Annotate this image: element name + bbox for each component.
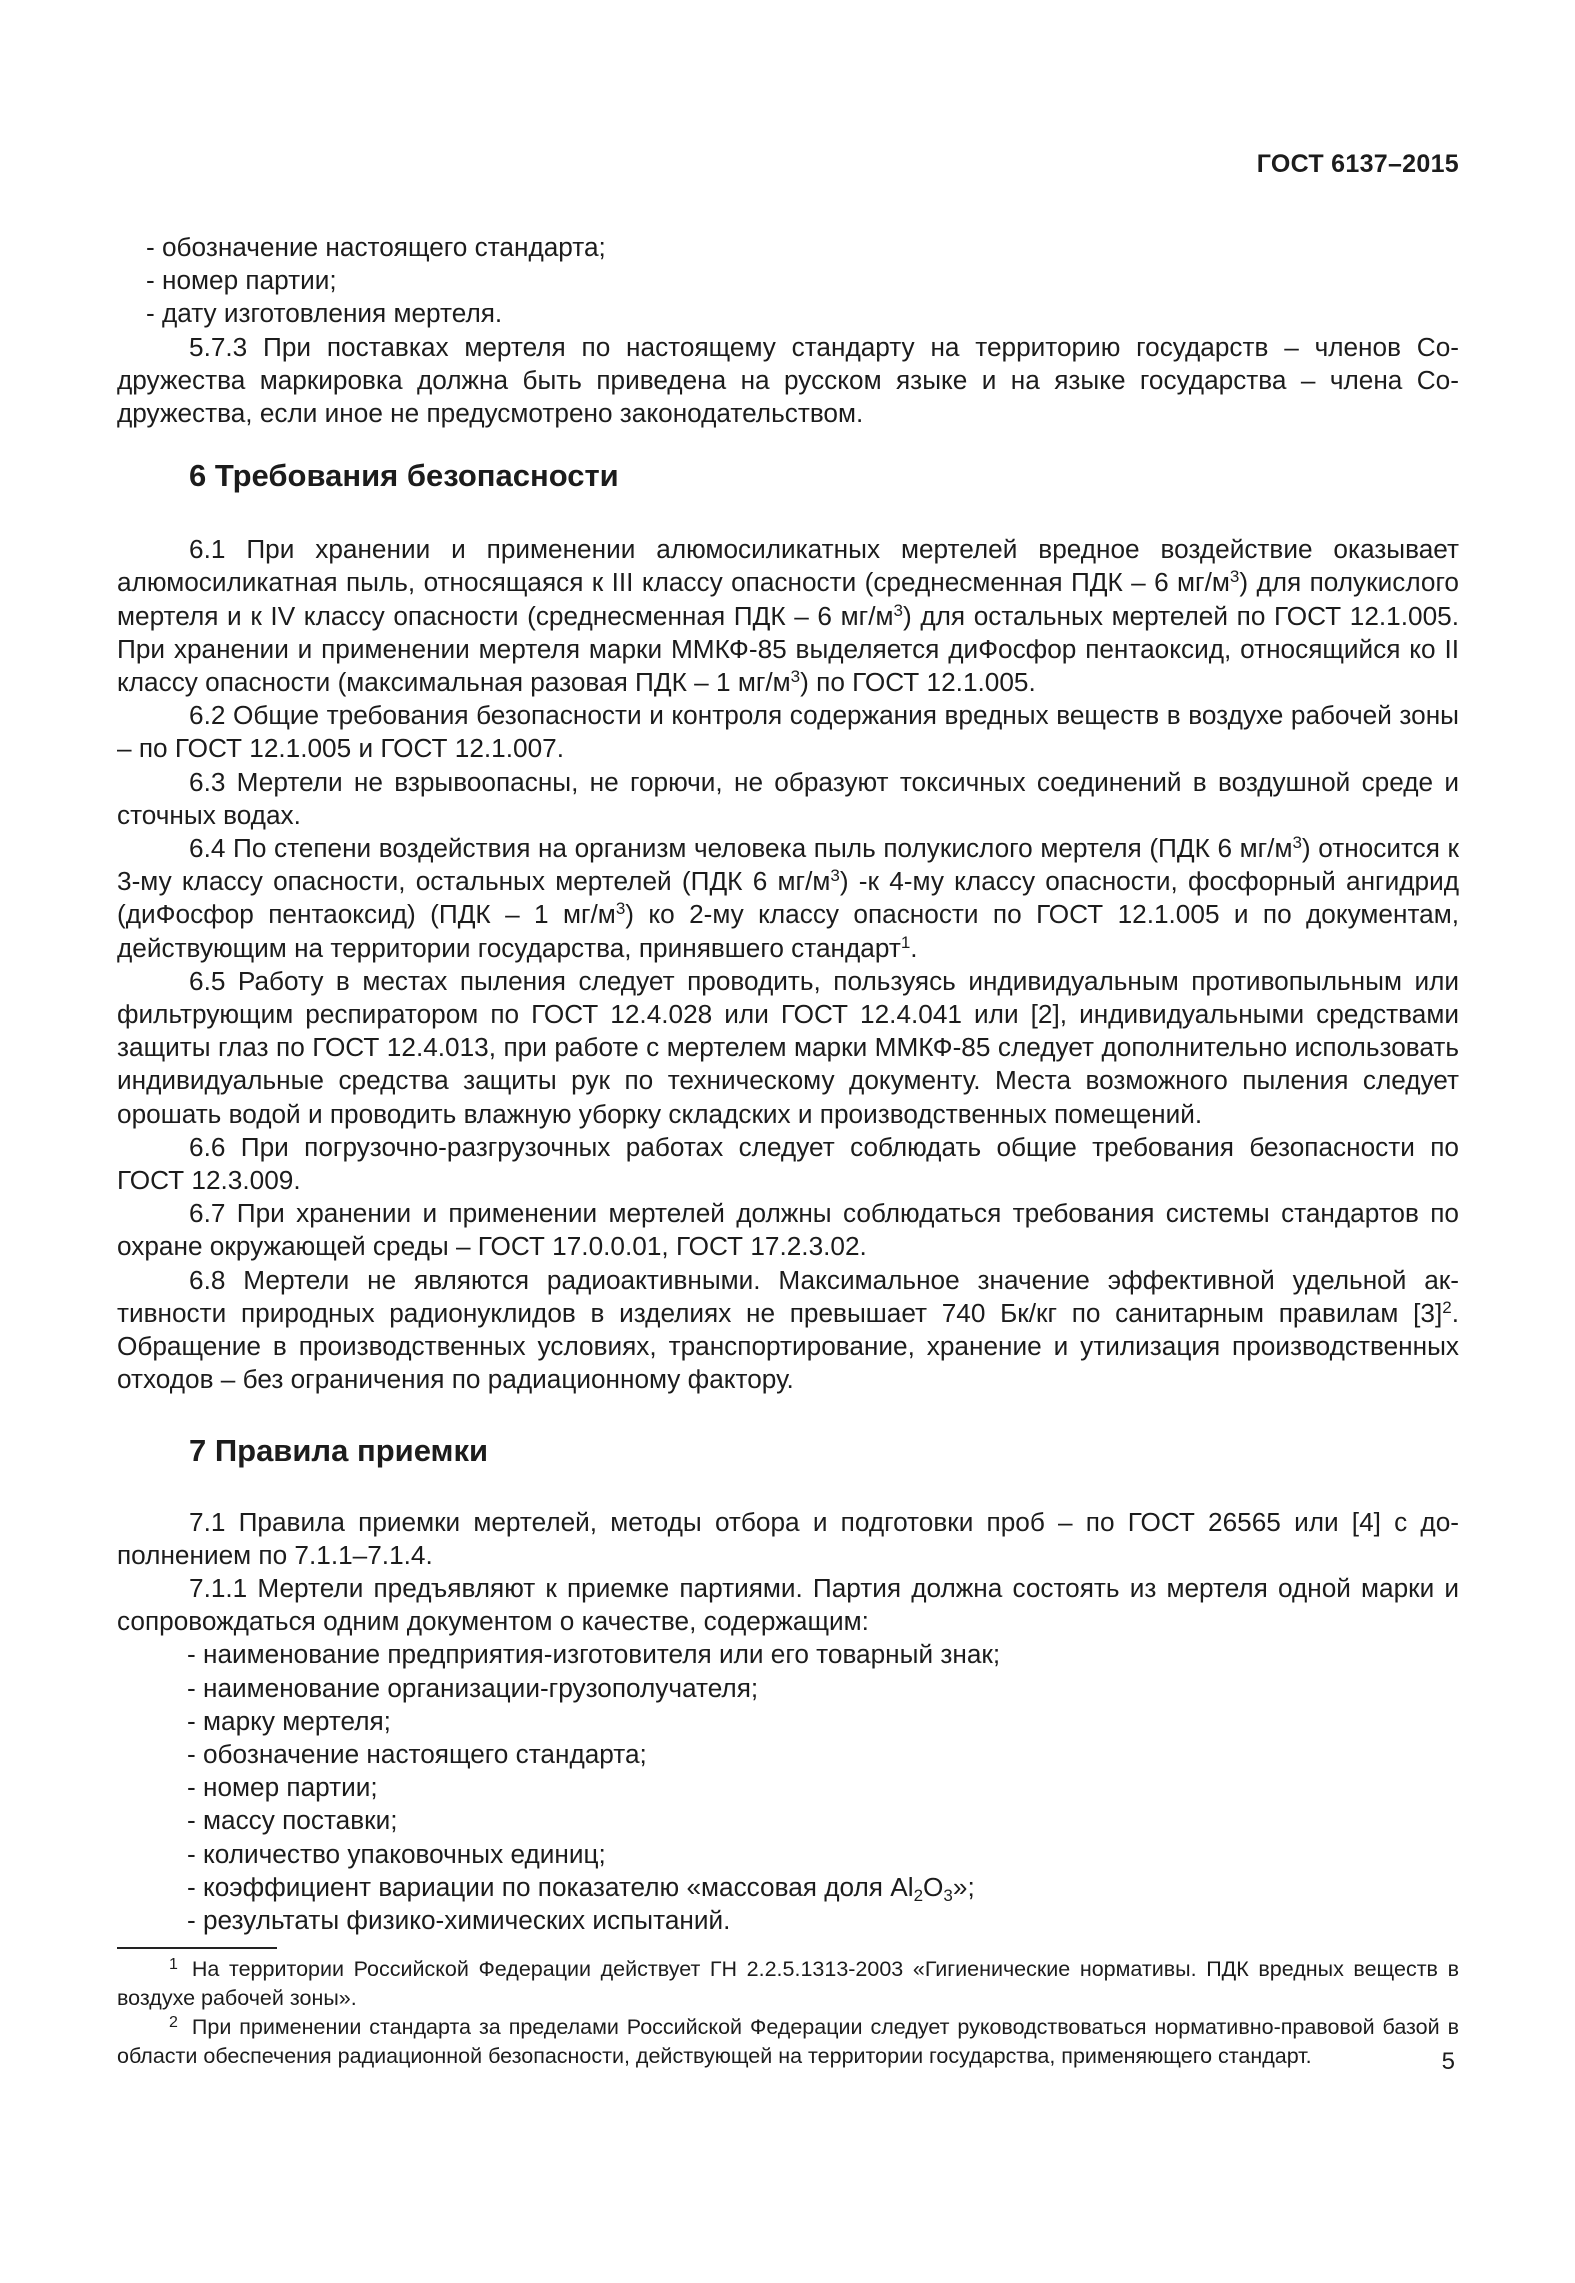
list-item: - массу поставки; — [187, 1805, 398, 1836]
list-item: - номер партии; — [146, 265, 337, 296]
document-body — [117, 231, 1459, 2071]
paragraph-6-5: 6.5 Работу в местах пыления следует проводить, пользуясь индивидуальным противопыльным или фильтрующим респиратором по ГОСТ 12.4.028 или ГОСТ 12.4.041 или [2], индивидуальными средствами защиты глаз по ГОСТ 12.4.013, при работе с мертелем марки ММКФ-85 следует дополнительно использовать индивидуальные средства защиты рук по техническому документу. Места возможного пыления следует орошать водой и проводить влажную уборку складских и производственных помещений. — [117, 965, 1459, 1129]
list-item: - наименование предприятия-изготовителя или его товарный знак; — [187, 1639, 1001, 1670]
paragraph-6-8: 6.8 Мертели не являются радиоактивными. Максимальное значение эффективной удельной активности природных радионуклидов в изделиях не превышает 740 Бк/кг по санитарным правилам $[3]^2$. Обращение в производственных условиях, транспортирование, хранение и утилизация производственных отходов – без ограничения по радиационному фактору. — [117, 1264, 1459, 1395]
footnote-ref: 1 — [900, 932, 911, 952]
footnote: $^1$ На территории Российской Федерации действует ГН 2.2.5.1313-2003 «Гигиенические нормативы. ПДК вредных веществ в воздухе рабочей зоны». — [117, 1956, 1459, 2011]
list-item: - номер партии; — [187, 1772, 378, 1803]
paragraph-6-6: 6.6 При погрузочно-разгрузочных работах следует соблюдать общие требования безопасности по ГОСТ 12.3.009. — [117, 1131, 1459, 1196]
paragraph-6-4: 6.4 По степени воздействия на организм человека пыль полукислого мертеля (ПДК 6 $мг/м^3$) относится к 3-му классу опасности, остальных мертелей (ПДК 6 $мг/м^3$) -к 4-му классу опасности, фосфорный ангидрид (диФосфор пентаоксид) (ПДК – 1 $мг/м^3$) ко 2-му классу опасности по ГОСТ 12.1.005 и по документам, действующим на территории государства, принявшего стандарт$^1$. — [117, 833, 1459, 963]
list-item: - результаты физико-химических испытаний. — [187, 1904, 731, 1935]
list-item: - обозначение настоящего стандарта; — [146, 232, 606, 262]
footnote-ref: 2 — [1442, 1297, 1452, 1317]
footnote-mark: 2 — [169, 2014, 178, 2032]
paragraph-6-2: 6.2 Общие требования безопасности и контроля содержания вредных веществ в воздухе рабочей зоны – по ГОСТ 12.1.005 и ГОСТ 12.1.007. — [117, 700, 1459, 764]
list-item: - обозначение настоящего стандарта; — [187, 1738, 647, 1769]
list-item: - марку мертеля; — [187, 1705, 391, 1736]
paragraph-7-1-1: 7.1.1 Мертели предъявляют к приемке партиями. Партия должна состоять из мертеля одной марки и сопровождаться одним документом о качестве, содержащим: — [117, 1572, 1459, 1637]
list-item: - наименование организации-грузополучателя; — [187, 1672, 759, 1703]
page-number: 5 — [1441, 2048, 1455, 2075]
paragraph-6-3: 6.3 Мертели не взрывоопасны, не горючи, не образуют токсичных соединений в воздушной среде и сточных водах. — [117, 766, 1459, 830]
standard-header: ГОСТ 6137–2015 — [1256, 150, 1459, 178]
footnote-mark: 1 — [169, 1956, 178, 1974]
footnote-divider — [117, 1947, 277, 1949]
section-6-heading: 6 Требования безопасности — [189, 458, 619, 494]
list-item: - количество упаковочных единиц; — [187, 1838, 606, 1869]
paragraph-7-1: 7.1 Правила приемки мертелей, методы отбора и подготовки проб – по ГОСТ 26565 или [4] с дополнением по 7.1.1–7.1.4. — [117, 1506, 1459, 1570]
list-item: - коэффициент вариации по показателю «массовая доля $Al_2O_3$»; — [187, 1871, 975, 1905]
paragraph-5-7-3: 5.7.3 При поставках мертеля по настоящему стандарту на территорию государств – членов Содружества маркировка должна быть приведена на русском языке и на языке государства – члена Содружества, если иное не предусмотрено законодательством. — [117, 331, 1459, 429]
list-item: - дату изготовления мертеля. — [146, 298, 503, 329]
paragraph-6-1: 6.1 При хранении и применении алюмосиликатных мертелей вредное воздействие оказывает алюмосиликатная пыль, относящаяся к III классу опасности (среднесменная ПДК – 6 $мг/м^3$) для полукислого мертеля и к IV классу опасности (среднесменная ПДК – 6 $мг/м^3$) для остальных мертелей по ГОСТ 12.1.005. При хранении и применении мертеля марки ММКФ-85 выделяется диФосфор пентаоксид, относящийся ко II классу опасности (максимальная разовая ПДК – 1 $мг/м^3$) по ГОСТ 12.1.005. — [117, 534, 1459, 698]
footnote: $^2$ При применении стандарта за пределами Российской Федерации следует руководствоваться нормативно-правовой базой в области обеспечения радиационной безопасности, действующей на территории государства, применяющего стандарт. — [117, 2014, 1459, 2069]
section-7-heading: 7 Правила приемки — [189, 1432, 489, 1468]
paragraph-6-7: 6.7 При хранении и применении мертелей должны соблюдаться требования системы стандартов по охране окружающей среды – ГОСТ 17.0.0.01, ГОСТ 17.2.3.02. — [117, 1198, 1459, 1262]
